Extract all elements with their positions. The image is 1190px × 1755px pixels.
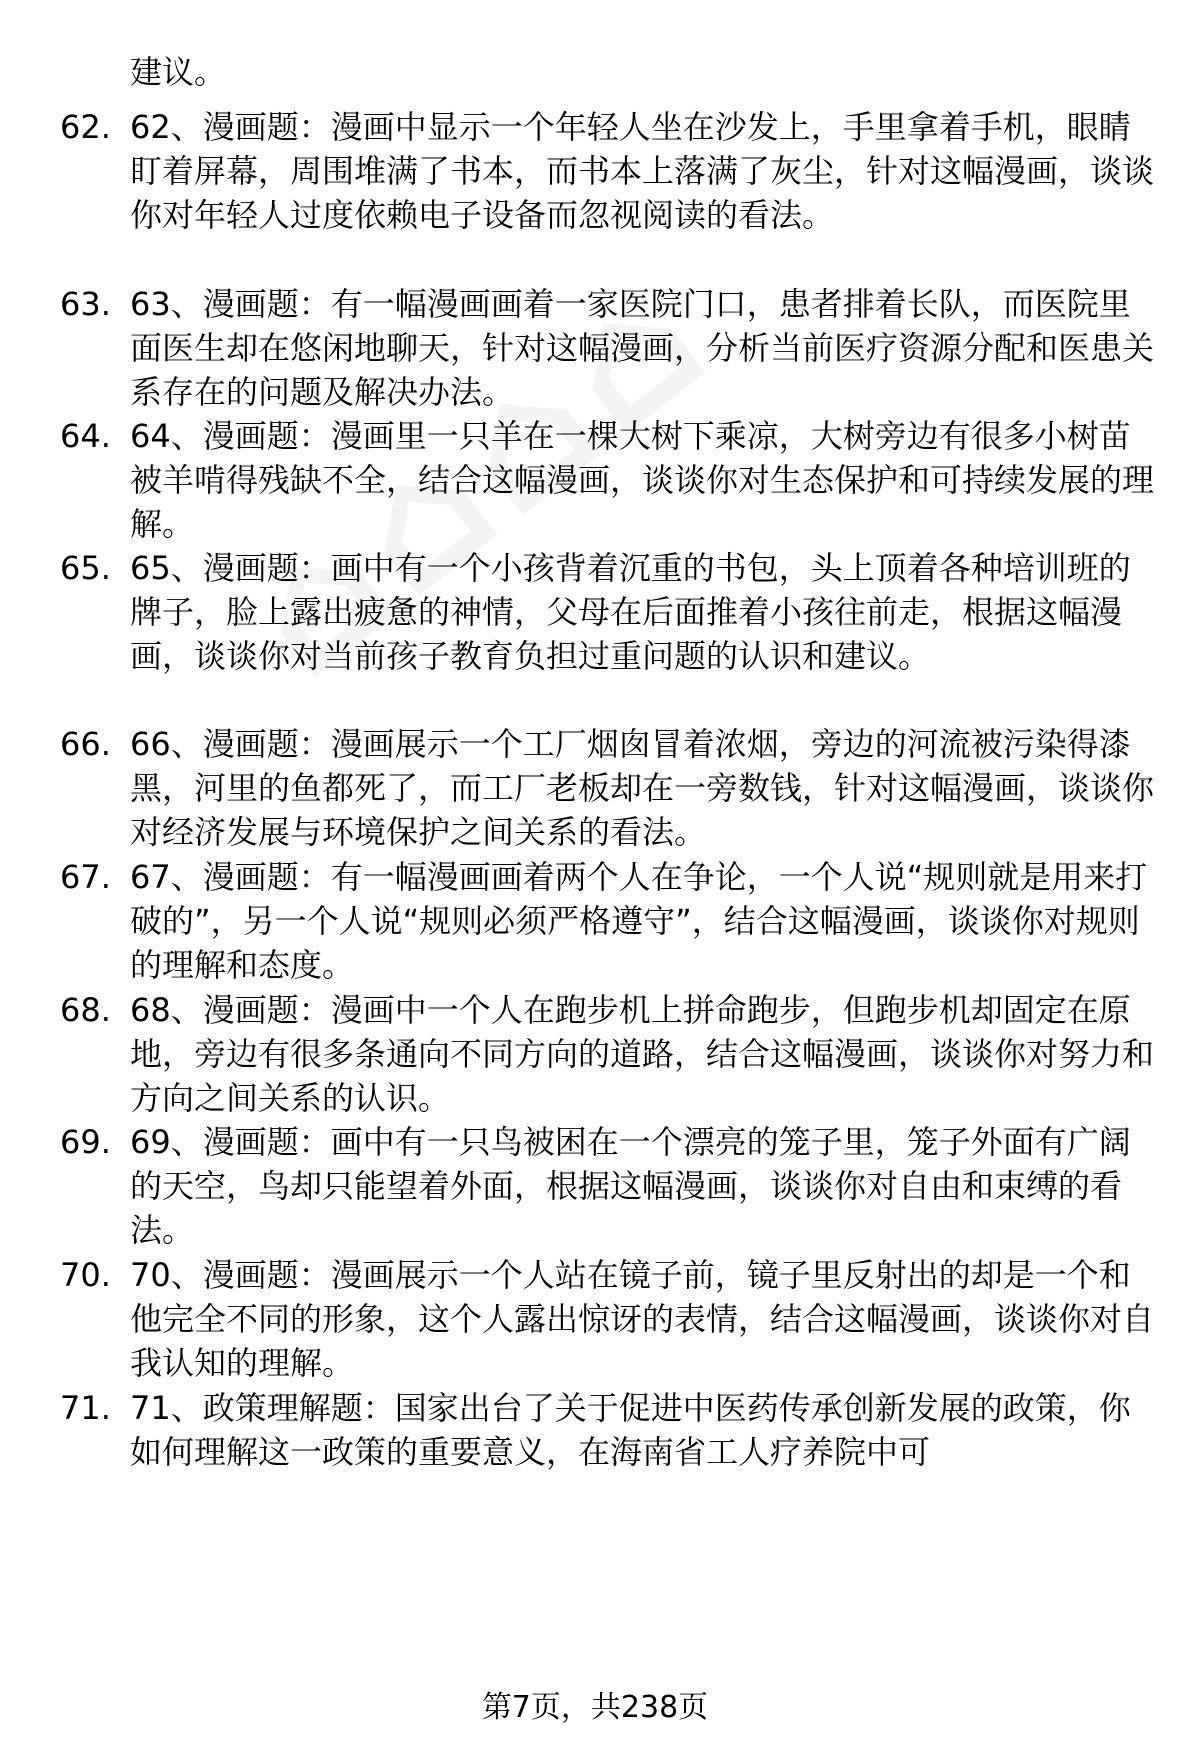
item-number: 64.: [60, 417, 111, 455]
list-item: [60, 988, 1160, 1120]
page-footer: 第7页，共238页: [481, 1690, 709, 1725]
item-number: 62.: [60, 108, 111, 146]
item-number: 65.: [60, 549, 111, 587]
item-number: 69.: [60, 1123, 111, 1161]
item-text: 70、漫画题：漫画展示一个人站在镜子前，镜子里反射出的却是一个和他完全不同的形象，这个人露出惊讶的表情，结合这幅漫画，谈谈你对自我认知的理解。: [130, 1256, 1155, 1382]
item-number: 68.: [60, 991, 111, 1029]
list-item: [60, 546, 1160, 678]
list-item: [60, 1120, 1160, 1252]
list-item: [60, 105, 1160, 237]
item-text: 64、漫画题：漫画里一只羊在一棵大树下乘凉，大树旁边有很多小树苗被羊啃得残缺不全，结合这幅漫画，谈谈你对生态保护和可持续发展的理解。: [130, 417, 1155, 543]
item-number: 71.: [60, 1389, 111, 1427]
item-text: 69、漫画题：画中有一只鸟被困在一个漂亮的笼子里，笼子外面有广阔的天空，鸟却只能望着外面，根据这幅漫画，谈谈你对自由和束缚的看法。: [130, 1123, 1131, 1249]
list-item: [60, 1253, 1160, 1385]
item-number: 63.: [60, 285, 111, 323]
item-number: 70.: [60, 1256, 111, 1294]
item-text: 63、漫画题：有一幅漫画画着一家医院门口，患者排着长队，而医院里面医生却在悠闲地聊天，针对这幅漫画，分析当前医疗资源分配和医患关系存在的问题及解决办法。: [130, 285, 1155, 411]
item-text: 67、漫画题：有一幅漫画画着两个人在争论，一个人说“规则就是用来打破的”，另一个人说“规则必须严格遵守”，结合这幅漫画，谈谈你对规则的理解和态度。: [130, 858, 1148, 984]
item-text: 68、漫画题：漫画中一个人在跑步机上拼命跑步，但跑步机却固定在原地，旁边有很多条通向不同方向的道路，结合这幅漫画，谈谈你对努力和方向之间关系的认识。: [130, 991, 1155, 1117]
list-item: [60, 414, 1160, 546]
list-item: [60, 855, 1160, 987]
list-item: [60, 1386, 1160, 1474]
item-text: 62、漫画题：漫画中显示一个年轻人坐在沙发上，手里拿着手机，眼睛盯着屏幕，周围堆满了书本，而书本上落满了灰尘，针对这幅漫画，谈谈你对年轻人过度依赖电子设备而忽视阅读的看法。: [130, 108, 1155, 234]
item-number: 66.: [60, 725, 111, 763]
item-number: 67.: [60, 858, 111, 896]
item-text: 66、漫画题：漫画展示一个工厂烟囱冒着浓烟，旁边的河流被污染得漆黑，河里的鱼都死了，而工厂老板却在一旁数钱，针对这幅漫画，谈谈你对经济发展与环境保护之间关系的看法。: [130, 725, 1155, 851]
list-item: [60, 722, 1160, 854]
list-item: [60, 282, 1160, 414]
continuation-text: 建议。: [130, 53, 227, 91]
item-text: 71、政策理解题：国家出台了关于促进中医药传承创新发展的政策，你如何理解这一政策的重要意义，在海南省工人疗养院中可: [130, 1389, 1131, 1471]
item-text: 65、漫画题：画中有一个小孩背着沉重的书包，头上顶着各种培训班的牌子，脸上露出疲惫的神情，父母在后面推着小孩往前走，根据这幅漫画，谈谈你对当前孩子教育负担过重问题的认识和建议。: [130, 549, 1131, 675]
